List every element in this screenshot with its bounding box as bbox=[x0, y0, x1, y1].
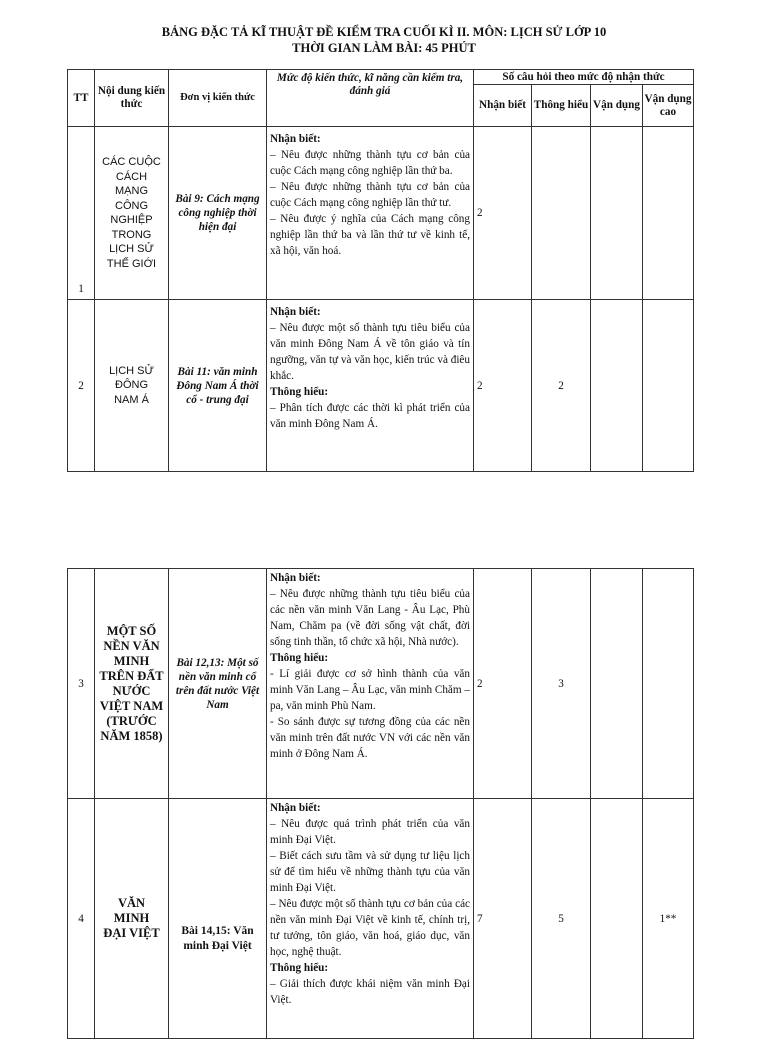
row-content: LỊCH SỬ ĐÔNG NAM Á bbox=[95, 300, 169, 472]
row-nhan-biet: 7 bbox=[474, 799, 532, 1039]
criterion-line: – Phân tích được các thời kì phát triển của văn minh Đông Nam Á. bbox=[270, 402, 470, 430]
row-van-dung bbox=[591, 569, 643, 799]
row-thong-hieu: 5 bbox=[532, 799, 591, 1039]
criterion-line: – Nêu được những thành tựu tiêu biểu của các nền văn minh Văn Lang - Âu Lạc, Phù Nam, Chăm pa (về đời sống vật chất, đời sống tinh thần, tổ chức xã hội, Nhà nước). bbox=[270, 588, 470, 648]
header-van-dung: Vận dụng bbox=[591, 85, 643, 127]
level-label: Thông hiểu: bbox=[270, 386, 329, 398]
row-unit: Bài 9: Cách mạng công nghiệp thời hiện đại bbox=[169, 127, 267, 300]
table-row bbox=[68, 569, 694, 799]
row-content: VĂN MINH ĐẠI VIỆT bbox=[95, 799, 169, 1039]
page-subtitle: THỜI GIAN LÀM BÀI: 45 PHÚT bbox=[292, 41, 476, 55]
level-label: Thông hiểu: bbox=[270, 652, 329, 664]
row-van-dung-cao bbox=[643, 569, 694, 799]
row-van-dung bbox=[591, 799, 643, 1039]
row-unit: Bài 14,15: Văn minh Đại Việt bbox=[169, 799, 267, 1039]
row-description bbox=[267, 127, 474, 300]
criterion-line: – Nêu được một số thành tựu cơ bản của các nền văn minh Đại Việt về kinh tế, chính trị, tư tưởng, tôn giáo, văn hoá, giáo dục, văn học, nghệ thuật. bbox=[270, 898, 470, 958]
row-tt: 1 bbox=[68, 127, 95, 300]
row-van-dung-cao: 1** bbox=[643, 799, 694, 1039]
row-tt: 4 bbox=[68, 799, 95, 1039]
page-title: BẢNG ĐẶC TẢ KĨ THUẬT ĐỀ KIỂM TRA CUỐI KÌ II. MÔN: LỊCH SỬ LỚP 10 bbox=[161, 25, 607, 39]
criterion-line: – Nêu được quá trình phát triển của văn minh Đại Việt. bbox=[270, 818, 470, 846]
criterion-line: – Nêu được ý nghĩa của Cách mạng công nghiệp lần thứ ba và lần thứ tư về kinh tế, xã hội, văn hoá. bbox=[270, 213, 470, 257]
level-label: Nhận biết: bbox=[270, 133, 321, 145]
row-unit: Bài 12,13: Một số nền văn minh cổ trên đất nước Việt Nam bbox=[169, 569, 267, 799]
row-unit: Bài 11: văn minh Đông Nam Á thời cổ - trung đại bbox=[169, 300, 267, 472]
row-tt: 3 bbox=[68, 569, 95, 799]
row-thong-hieu: 2 bbox=[532, 300, 591, 472]
spec-table-part-1 bbox=[67, 69, 694, 472]
criterion-line: – Nêu được những thành tựu cơ bản của cuộc Cách mạng công nghiệp lần thứ ba. bbox=[270, 149, 470, 177]
row-thong-hieu bbox=[532, 127, 591, 300]
criterion-line: - So sánh được sự tương đồng của các nền văn minh trên đất nước VN với các nền văn minh ở Đông Nam Á. bbox=[270, 716, 470, 760]
header-unit: Đơn vị kiến thức bbox=[169, 70, 267, 127]
table-row bbox=[68, 799, 694, 1039]
header-content: Nội dung kiến thức bbox=[95, 70, 169, 127]
header-count: Số câu hỏi theo mức độ nhận thức bbox=[474, 70, 694, 85]
row-description bbox=[267, 300, 474, 472]
criterion-line: – Giải thích được khái niệm văn minh Đại Việt. bbox=[270, 978, 470, 1006]
row-content: MỘT SỐ NỀN VĂN MINH TRÊN ĐẤT NƯỚC VIỆT NAM (TRƯỚC NĂM 1858) bbox=[95, 569, 169, 799]
criterion-line: – Nêu được những thành tựu cơ bản của cuộc Cách mạng công nghiệp lần thứ tư. bbox=[270, 181, 470, 209]
table-row bbox=[68, 127, 694, 300]
table-row bbox=[68, 300, 694, 472]
row-tt: 2 bbox=[68, 300, 95, 472]
row-nhan-biet: 2 bbox=[474, 569, 532, 799]
row-van-dung bbox=[591, 300, 643, 472]
header-van-dung-cao: Vận dụng cao bbox=[643, 85, 694, 127]
level-label: Nhận biết: bbox=[270, 572, 321, 584]
header-nhan-biet: Nhận biết bbox=[474, 85, 532, 127]
row-van-dung bbox=[591, 127, 643, 300]
row-thong-hieu: 3 bbox=[532, 569, 591, 799]
header-thong-hieu: Thông hiểu bbox=[532, 85, 591, 127]
row-description bbox=[267, 569, 474, 799]
level-label: Nhận biết: bbox=[270, 802, 321, 814]
row-van-dung-cao bbox=[643, 300, 694, 472]
level-label: Thông hiểu: bbox=[270, 962, 329, 974]
row-nhan-biet: 2 bbox=[474, 300, 532, 472]
row-description bbox=[267, 799, 474, 1039]
header-level: Mức độ kiến thức, kĩ năng cần kiểm tra, đánh giá bbox=[267, 70, 474, 127]
spec-table-part-2 bbox=[67, 568, 694, 1039]
header-tt: TT bbox=[68, 70, 95, 127]
criterion-line: - Lí giải được cơ sở hình thành của văn minh Văn Lang – Âu Lạc, văn minh Chăm – pa, văn minh Phù Nam. bbox=[270, 668, 470, 712]
row-nhan-biet: 2 bbox=[474, 127, 532, 300]
level-label: Nhận biết: bbox=[270, 306, 321, 318]
criterion-line: – Biết cách sưu tầm và sử dụng tư liệu lịch sử để tìm hiểu về những thành tựu của văn minh Đại Việt. bbox=[270, 850, 470, 894]
row-content: CÁC CUỘC CÁCH MẠNG CÔNG NGHIỆP TRONG LỊCH SỬ THẾ GIỚI bbox=[95, 127, 169, 300]
criterion-line: – Nêu được một số thành tựu tiêu biểu của văn minh Đông Nam Á về tôn giáo và tín ngưỡng, văn tự và văn học, kiến trúc và điêu khắc. bbox=[270, 322, 470, 382]
row-van-dung-cao bbox=[643, 127, 694, 300]
